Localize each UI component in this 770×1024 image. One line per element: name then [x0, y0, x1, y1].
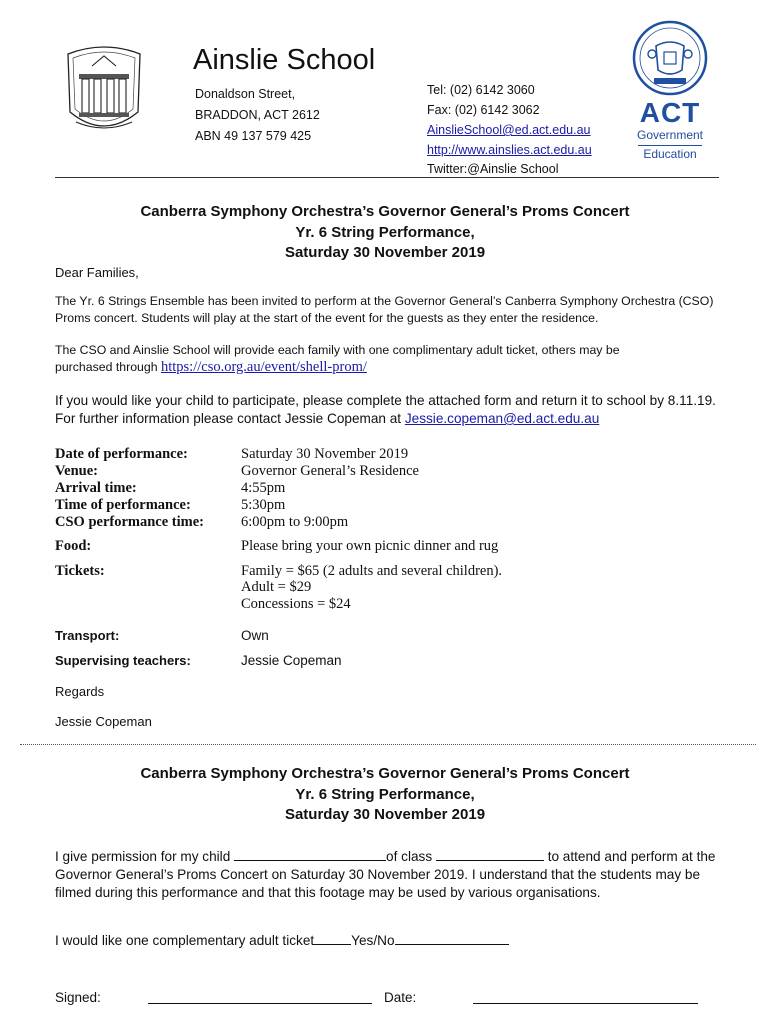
permission-text-rest: at the Governor General’s Proms Concert on Saturday 30 November 2019. I understand that the students may be filmed during this performance and that this footage may be used by various organisations. [55, 849, 716, 900]
date-field[interactable] [473, 1003, 698, 1004]
school-name: Ainslie School [193, 44, 376, 76]
paragraph-tickets-prefix: purchased through [55, 360, 161, 374]
address-street: Donaldson Street, [195, 87, 296, 101]
detail-label-transport: Transport: [55, 628, 120, 643]
ticket-blank-2[interactable] [395, 930, 509, 945]
school-crest-logo [62, 42, 146, 140]
paragraph-tickets [55, 342, 720, 376]
form-title-line-3: Saturday 30 November 2019 [284, 806, 486, 823]
address-suburb: BRADDON, ACT 2612 [195, 108, 320, 122]
detail-value-teachers: Jessie Copeman [241, 653, 342, 668]
signed-label: Signed: [55, 990, 101, 1005]
twitter-handle: Twitter:@Ainslie School [427, 162, 559, 176]
detail-value-ticket-concession: Concessions = $24 [241, 596, 351, 612]
detail-value-cso-time: 6:00pm to 9:00pm [241, 514, 349, 530]
form-title-line-1: Canberra Symphony Orchestra’s Governor General’s Proms Concert [140, 765, 630, 782]
act-logo-text: ACT [639, 97, 701, 128]
ticket-request [55, 930, 720, 950]
contact-email-link[interactable]: Jessie.copeman@ed.act.edu.au [404, 411, 600, 426]
detail-value-arrival: 4:55pm [241, 480, 286, 496]
cso-ticket-link[interactable]: https://cso.org.au/event/shell-prom/ [160, 359, 367, 375]
permission-text-2: of class [386, 849, 436, 864]
detail-value-ticket-family: Family = $65 (2 adults and several children). [241, 563, 503, 579]
paragraph-tickets-line-1: The CSO and Ainslie School will provide each family with one complimentary adult ticket, others may be [55, 343, 620, 357]
government-logo-text: Government [636, 128, 704, 142]
paragraph-invitation: The Yr. 6 Strings Ensemble has been invited to perform at the Governor General’s Canberra Symphony Orchestra (CSO) Proms concert. Students will play at the start of the event for the guests as they enter the residence. [55, 294, 714, 325]
class-field[interactable] [436, 846, 544, 861]
phone-number: Tel: (02) 6142 3060 [427, 83, 535, 97]
tear-off-line [20, 744, 756, 745]
detail-value-performance-time: 5:30pm [241, 497, 286, 513]
school-email-link[interactable]: AinslieSchool@ed.act.edu.au [427, 123, 591, 137]
paragraph-participation [55, 392, 720, 428]
detail-label-date: Date of performance: [55, 446, 188, 462]
notice-title-line-3: Saturday 30 November 2019 [284, 244, 486, 261]
detail-label-cso-time: CSO performance time: [55, 514, 204, 530]
detail-label-tickets: Tickets: [55, 563, 105, 579]
signoff-name: Jessie Copeman [55, 714, 152, 729]
regards: Regards [55, 684, 105, 699]
greeting: Dear Families, [55, 265, 139, 280]
ticket-yes-no: Yes/No [351, 933, 395, 948]
abn: ABN 49 137 579 425 [195, 129, 312, 143]
form-title-line-2: Yr. 6 String Performance, [295, 786, 475, 803]
ticket-request-text: I would like one complementary adult ticket [55, 933, 315, 948]
detail-value-food: Please bring your own picnic dinner and rug [241, 538, 499, 554]
permission-statement [55, 846, 720, 902]
signature-field[interactable] [148, 1003, 372, 1004]
ticket-blank-1[interactable] [314, 930, 351, 945]
detail-label-arrival: Arrival time: [55, 480, 137, 496]
detail-value-ticket-adult: Adult = $29 [241, 579, 312, 595]
detail-value-transport: Own [241, 628, 269, 643]
fax-number: Fax: (02) 6142 3062 [427, 103, 540, 117]
education-logo-text: Education [643, 147, 697, 161]
detail-label-venue: Venue: [55, 463, 98, 479]
notice-title-line-2: Yr. 6 String Performance, [295, 224, 475, 241]
act-government-logo [628, 20, 712, 162]
detail-label-food: Food: [55, 538, 92, 554]
header-divider [55, 177, 719, 178]
detail-label-performance-time: Time of performance: [55, 497, 191, 513]
participation-text: If you would like your child to participate, please complete the attached form and return it to school by 8.11.19. For further information please contact Jessie Copeman at [55, 393, 716, 426]
detail-value-date: Saturday 30 November 2019 [241, 446, 409, 462]
notice-title-line-1: Canberra Symphony Orchestra’s Governor General’s Proms Concert [140, 203, 630, 220]
child-name-field[interactable] [234, 846, 386, 861]
date-label: Date: [384, 990, 417, 1005]
school-website-link[interactable]: http://www.ainslies.act.edu.au [427, 143, 592, 157]
permission-text-3: to attend and perform [543, 849, 678, 864]
detail-value-venue: Governor General’s Residence [241, 463, 419, 479]
permission-text-1: I give permission for my child [55, 849, 235, 864]
detail-label-teachers: Supervising teachers: [55, 653, 191, 668]
